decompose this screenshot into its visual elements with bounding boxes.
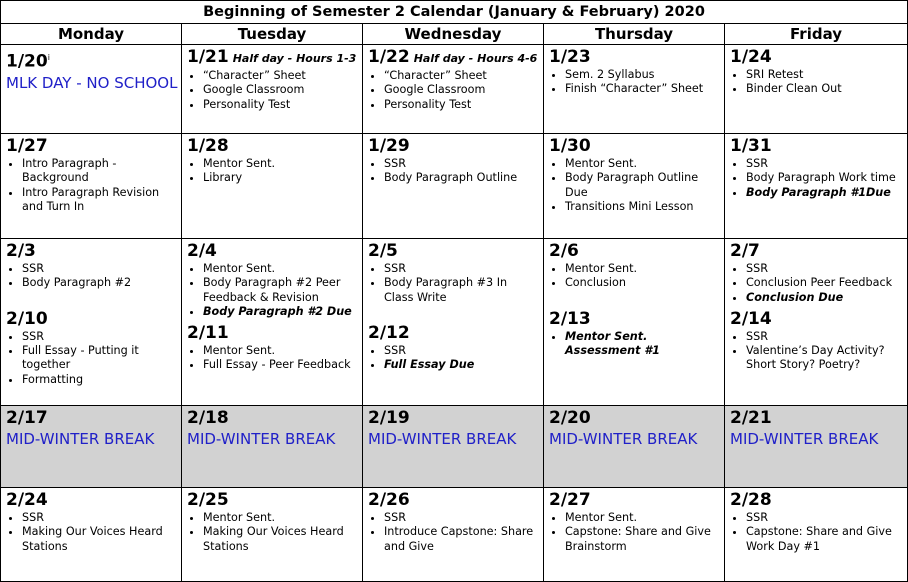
- agenda-item: • Body Paragraph Outline Due: [565, 171, 721, 200]
- day-header-monday: Monday: [1, 24, 182, 45]
- day-date: [368, 490, 540, 511]
- agenda-item: • SRI Retest: [746, 68, 904, 82]
- day-header-wednesday: Wednesday: [363, 24, 544, 45]
- agenda-item: • Full Essay Due: [384, 358, 540, 372]
- day-cell: [544, 239, 725, 406]
- day-cell: [182, 406, 363, 488]
- agenda-list: [6, 157, 178, 214]
- day-date: [730, 490, 904, 511]
- day-number: 2/14: [730, 308, 772, 329]
- day-cell: [725, 239, 908, 406]
- day-date: [730, 309, 904, 330]
- day-number: 1/31: [730, 136, 772, 156]
- day-date: [6, 408, 178, 429]
- day-number: 2/20: [549, 408, 591, 428]
- agenda-item: • “Character” Sheet: [203, 69, 359, 83]
- day-spacer: [6, 295, 178, 309]
- day-cell: [544, 406, 725, 488]
- agenda-item: • Conclusion: [565, 276, 721, 290]
- day-cell: [363, 45, 544, 134]
- agenda-item: • Mentor Sent.: [203, 157, 359, 171]
- agenda-item: • Personality Test: [203, 98, 359, 112]
- agenda-item: • Intro Paragraph - Background: [22, 157, 178, 186]
- half-day-note: Half day - Hours 1-3: [232, 52, 357, 65]
- agenda-item: • Full Essay - Putting it together: [22, 344, 178, 373]
- day-date: [187, 408, 359, 429]
- day-date: [6, 136, 178, 157]
- week-row: [1, 45, 908, 134]
- agenda-item: • Library: [203, 171, 359, 185]
- day-date: [368, 47, 540, 69]
- day-number: 1/21: [187, 47, 229, 67]
- agenda-item: • Body Paragraph #2: [22, 276, 178, 290]
- day-cell-content: [363, 239, 543, 373]
- agenda-item: • Body Paragraph #3 In Class Write: [384, 276, 540, 305]
- day-spacer: [368, 309, 540, 323]
- day-date: [730, 47, 904, 68]
- day-date: [549, 241, 721, 262]
- day-date: [368, 136, 540, 157]
- agenda-item: • SSR: [22, 262, 178, 276]
- day-cell-content: [725, 406, 907, 449]
- agenda-list: [549, 330, 721, 359]
- calendar-body: [1, 45, 908, 582]
- day-header-tuesday: Tuesday: [182, 24, 363, 45]
- agenda-list: [187, 511, 359, 554]
- agenda-item: • Capstone: Share and Give Brainstorm: [565, 525, 721, 554]
- day-date: [730, 241, 904, 262]
- day-date: [187, 490, 359, 511]
- day-cell-content: [182, 488, 362, 554]
- agenda-item: • Google Classroom: [203, 83, 359, 97]
- agenda-item: • Google Classroom: [384, 83, 540, 97]
- agenda-item: • Body Paragraph #2 Peer Feedback & Revision: [203, 276, 359, 305]
- day-date: [6, 47, 178, 73]
- day-date: [549, 490, 721, 511]
- day-header-thursday: Thursday: [544, 24, 725, 45]
- day-cell: [182, 45, 363, 134]
- holiday-label: MID-WINTER BREAK: [187, 430, 336, 448]
- agenda-item: • SSR: [22, 511, 178, 525]
- week-row: [1, 239, 908, 406]
- day-cell-content: [363, 45, 543, 112]
- agenda-item: • Binder Clean Out: [746, 82, 904, 96]
- agenda-list: [730, 262, 904, 305]
- day-date: [6, 490, 178, 511]
- agenda-item: • Finish “Character” Sheet: [565, 82, 721, 96]
- day-cell: [182, 134, 363, 239]
- day-cell: [182, 488, 363, 582]
- day-date: [368, 408, 540, 429]
- holiday-label: MID-WINTER BREAK: [549, 430, 698, 448]
- day-number: 1/20: [6, 51, 48, 72]
- week-row: [1, 488, 908, 582]
- day-date: [187, 136, 359, 157]
- agenda-item: • SSR: [22, 330, 178, 344]
- agenda-list: [549, 511, 721, 554]
- day-cell-content: [544, 134, 724, 214]
- day-cell-content: [1, 239, 181, 387]
- day-cell-content: [182, 134, 362, 186]
- day-cell: [363, 488, 544, 582]
- day-number: 1/27: [6, 136, 48, 156]
- day-cell-content: [544, 45, 724, 97]
- agenda-list: [549, 157, 721, 214]
- day-cell: [725, 45, 908, 134]
- agenda-item: • Transitions Mini Lesson: [565, 200, 721, 214]
- day-cell-content: [1, 134, 181, 214]
- day-cell-content: [725, 134, 907, 200]
- day-date: [549, 408, 721, 429]
- day-cell: [725, 488, 908, 582]
- day-date: [368, 323, 540, 344]
- day-cell: [1, 45, 182, 134]
- agenda-list: [187, 69, 359, 112]
- day-number: 2/17: [6, 408, 48, 428]
- day-cell: [1, 406, 182, 488]
- day-cell-content: [1, 45, 181, 93]
- weekday-header-row: [1, 24, 908, 45]
- agenda-item: • Capstone: Share and Give Work Day #1: [746, 525, 904, 554]
- date-mark: i: [47, 53, 50, 62]
- agenda-list: [6, 330, 178, 387]
- agenda-item: • Mentor Sent. Assessment #1: [565, 330, 721, 359]
- holiday-label: MID-WINTER BREAK: [368, 430, 517, 448]
- day-date: [6, 241, 178, 262]
- day-number: 1/28: [187, 136, 229, 156]
- agenda-item: • Making Our Voices Heard Stations: [203, 525, 359, 554]
- day-cell: [363, 134, 544, 239]
- holiday-label: MLK DAY - NO SCHOOL: [6, 73, 178, 92]
- day-number: 1/29: [368, 136, 410, 156]
- agenda-list: [6, 262, 178, 291]
- day-number: 2/24: [6, 490, 48, 510]
- week-row: [1, 406, 908, 488]
- day-cell: [725, 134, 908, 239]
- day-number: 2/21: [730, 408, 772, 428]
- day-number: 1/24: [730, 47, 772, 67]
- agenda-item: • “Character” Sheet: [384, 69, 540, 83]
- agenda-item: • Introduce Capstone: Share and Give: [384, 525, 540, 554]
- day-cell-content: [725, 45, 907, 97]
- day-cell-content: [544, 239, 724, 358]
- day-cell-content: [363, 406, 543, 449]
- day-cell-content: [182, 45, 362, 112]
- agenda-item: • Body Paragraph Outline: [384, 171, 540, 185]
- agenda-item: • SSR: [746, 511, 904, 525]
- day-cell-content: [1, 406, 181, 449]
- agenda-list: [730, 68, 904, 97]
- agenda-item: • SSR: [746, 262, 904, 276]
- agenda-item: • Conclusion Due: [746, 291, 904, 305]
- day-number: 1/22: [368, 47, 410, 67]
- day-cell-content: [363, 488, 543, 554]
- agenda-item: • Making Our Voices Heard Stations: [22, 525, 178, 554]
- day-cell: [1, 239, 182, 406]
- agenda-item: • Intro Paragraph Revision and Turn In: [22, 186, 178, 215]
- day-number: 2/10: [6, 308, 48, 329]
- day-number: 2/28: [730, 490, 772, 510]
- day-cell: [1, 488, 182, 582]
- day-cell-content: [182, 406, 362, 449]
- day-number: 2/4: [187, 241, 217, 261]
- day-date: [549, 309, 721, 330]
- agenda-item: • Mentor Sent.: [565, 157, 721, 171]
- day-header-friday: Friday: [725, 24, 908, 45]
- day-number: 2/27: [549, 490, 591, 510]
- agenda-item: • SSR: [384, 344, 540, 358]
- agenda-list: [549, 68, 721, 97]
- day-number: 2/6: [549, 241, 579, 261]
- holiday-label: MID-WINTER BREAK: [730, 430, 879, 448]
- day-cell: [182, 239, 363, 406]
- agenda-item: • Body Paragraph Work time: [746, 171, 904, 185]
- agenda-list: [368, 344, 540, 373]
- agenda-list: [187, 344, 359, 373]
- day-cell-content: [363, 134, 543, 186]
- day-number: 2/13: [549, 308, 591, 329]
- day-date: [368, 241, 540, 262]
- agenda-item: • Personality Test: [384, 98, 540, 112]
- calendar-title: Beginning of Semester 2 Calendar (January & February) 2020: [1, 1, 908, 24]
- agenda-list: [730, 330, 904, 373]
- day-number: 2/19: [368, 408, 410, 428]
- day-number: 1/30: [549, 136, 591, 156]
- day-date: [187, 47, 359, 69]
- agenda-list: [187, 262, 359, 319]
- agenda-item: • SSR: [746, 157, 904, 171]
- day-number: 2/25: [187, 490, 229, 510]
- day-cell: [544, 488, 725, 582]
- agenda-list: [730, 157, 904, 200]
- day-number: 2/26: [368, 490, 410, 510]
- day-cell: [544, 134, 725, 239]
- day-date: [730, 408, 904, 429]
- week-row: [1, 134, 908, 239]
- agenda-list: [187, 157, 359, 186]
- agenda-list: [730, 511, 904, 554]
- day-date: [187, 323, 359, 344]
- day-date: [6, 309, 178, 330]
- agenda-item: • Mentor Sent.: [565, 262, 721, 276]
- agenda-item: • Mentor Sent.: [203, 344, 359, 358]
- day-date: [549, 47, 721, 68]
- holiday-label: MID-WINTER BREAK: [6, 430, 155, 448]
- day-cell-content: [544, 488, 724, 554]
- day-cell: [363, 239, 544, 406]
- agenda-list: [368, 511, 540, 554]
- day-number: 2/5: [368, 241, 398, 261]
- day-cell: [363, 406, 544, 488]
- agenda-item: • Mentor Sent.: [203, 262, 359, 276]
- day-number: 2/7: [730, 241, 760, 261]
- agenda-item: • Sem. 2 Syllabus: [565, 68, 721, 82]
- day-date: [730, 136, 904, 157]
- agenda-item: • SSR: [384, 157, 540, 171]
- day-cell: [725, 406, 908, 488]
- agenda-item: • Conclusion Peer Feedback: [746, 276, 904, 290]
- day-date: [549, 136, 721, 157]
- day-spacer: [549, 295, 721, 309]
- day-date: [187, 241, 359, 262]
- agenda-item: • Mentor Sent.: [565, 511, 721, 525]
- day-number: 2/3: [6, 241, 36, 261]
- agenda-item: • Body Paragraph #2 Due: [203, 305, 359, 319]
- agenda-list: [6, 511, 178, 554]
- agenda-item: • Full Essay - Peer Feedback: [203, 358, 359, 372]
- day-cell-content: [544, 406, 724, 449]
- day-number: 2/12: [368, 323, 410, 344]
- agenda-list: [368, 157, 540, 186]
- day-cell: [544, 45, 725, 134]
- day-cell-content: [725, 239, 907, 373]
- day-number: 2/11: [187, 323, 229, 344]
- agenda-item: • SSR: [384, 511, 540, 525]
- agenda-item: • Valentine’s Day Activity? Short Story? Poetry?: [746, 344, 904, 373]
- day-cell-content: [182, 239, 362, 373]
- half-day-note: Half day - Hours 4-6: [413, 52, 538, 65]
- agenda-list: [368, 69, 540, 112]
- agenda-list: [549, 262, 721, 291]
- day-cell-content: [1, 488, 181, 554]
- day-cell-content: [725, 488, 907, 554]
- day-cell: [1, 134, 182, 239]
- day-number: 1/23: [549, 47, 591, 67]
- agenda-list: [368, 262, 540, 305]
- agenda-item: • SSR: [746, 330, 904, 344]
- agenda-item: • Mentor Sent.: [203, 511, 359, 525]
- agenda-item: • SSR: [384, 262, 540, 276]
- agenda-item: • Formatting: [22, 373, 178, 387]
- agenda-item: • Body Paragraph #1Due: [746, 186, 904, 200]
- day-number: 2/18: [187, 408, 229, 428]
